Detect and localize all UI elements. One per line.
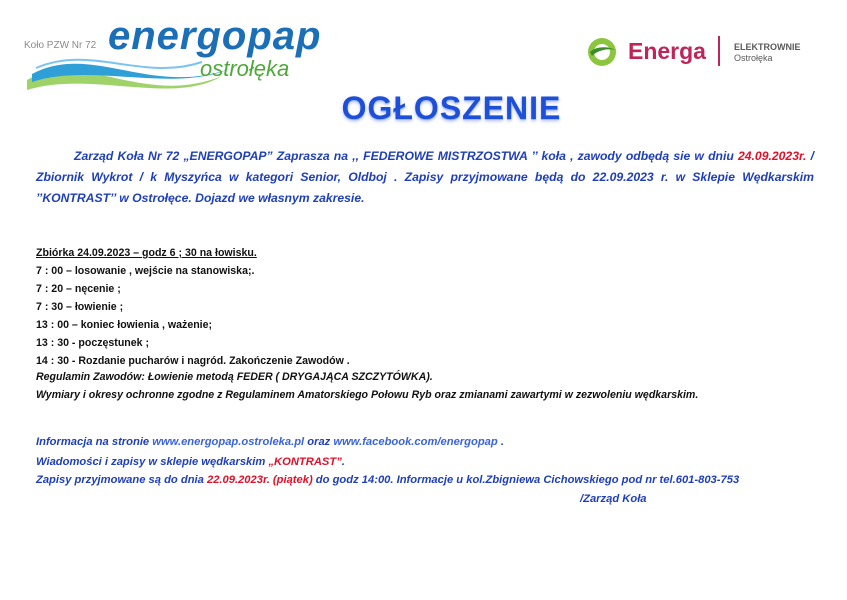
info-line — [36, 452, 345, 472]
elektrownie-label: ELEKTROWNIE — [734, 42, 801, 52]
rules-line: Wymiary i okresy ochronne zgodne z Regulaminem Amatorskiego Połowu Ryb oraz zmianami zawartymi w zezwoleniu wędkarskim. — [36, 389, 699, 401]
kolo-label: Koło PZW Nr 72 — [24, 40, 97, 51]
intro-text-2: / Zbiornik Wykrot / k Myszyńca w kategori Senior, Oldboj . Zapisy przyjmowane będą do 22.09.2023 r. w Sklepie Wędkarskim ’’KONTRAST’’ w Ostrołęce. Dojazd we własnym zakresie. — [36, 149, 814, 205]
info-text: Wiadomości i zapisy w sklepie wędkarskim — [36, 456, 269, 468]
rules-line: Regulamin Zawodów: Łowienie metodą FEDER ( DRYGAJĄCA SZCZYTÓWKA). — [36, 371, 433, 383]
intro-paragraph — [36, 146, 814, 209]
schedule-line: 14 : 30 - Rozdanie pucharów i nagród. Zakończenie Zawodów . — [36, 355, 350, 367]
schedule-line: 7 : 30 – łowienie ; — [36, 301, 124, 313]
info-text: do godz 14:00. Informacje u kol.Zbigniewa Cichowskiego pod nr tel.601-803-753 — [312, 474, 740, 486]
facebook-link[interactable]: www.facebook.com/energopap — [333, 436, 498, 448]
website-link[interactable]: www.energopap.ostroleka.pl — [152, 436, 305, 448]
info-text: Informacja na stronie — [36, 436, 153, 448]
signature: /Zarząd Koła — [580, 493, 647, 505]
ostroleka-label: Ostrołęka — [734, 53, 773, 63]
deadline-date: 22.09.2023r. (piątek) — [206, 474, 313, 486]
energopap-wordmark: energopap — [108, 14, 322, 58]
logo-divider — [718, 36, 720, 66]
info-text: Zapisy przyjmowane są do dnia — [36, 474, 207, 486]
ostroleka-wordmark: ostrołęka — [200, 56, 290, 81]
schedule-line: Zbiórka 24.09.2023 – godz 6 ; 30 na łowisku. — [36, 247, 257, 259]
page-title: OGŁOSZENIE — [341, 90, 562, 126]
schedule-line: 13 : 30 - poczęstunek ; — [36, 337, 150, 349]
event-date: 24.09.2023r. — [737, 149, 807, 163]
energa-logo-icon — [586, 36, 620, 68]
energa-wordmark: Energa — [628, 38, 706, 64]
intro-text-1: Zarząd Koła Nr 72 „ENERGOPAP” Zaprasza na ,, FEDEROWE MISTRZOSTWA ’’ koła , zawody odbędą sie w dniu — [74, 149, 738, 163]
shop-name: „KONTRAST” — [268, 456, 342, 468]
schedule-line: 7 : 20 – nęcenie ; — [36, 283, 121, 295]
info-text: . — [497, 436, 504, 448]
schedule-line: 13 : 00 – koniec łowienia , ważenie; — [36, 319, 213, 331]
schedule-line: 7 : 00 – losowanie , wejście na stanowiska;. — [36, 265, 255, 277]
info-text: oraz — [304, 436, 334, 448]
info-line — [36, 432, 504, 452]
info-text: . — [341, 456, 345, 468]
info-line — [36, 470, 739, 490]
